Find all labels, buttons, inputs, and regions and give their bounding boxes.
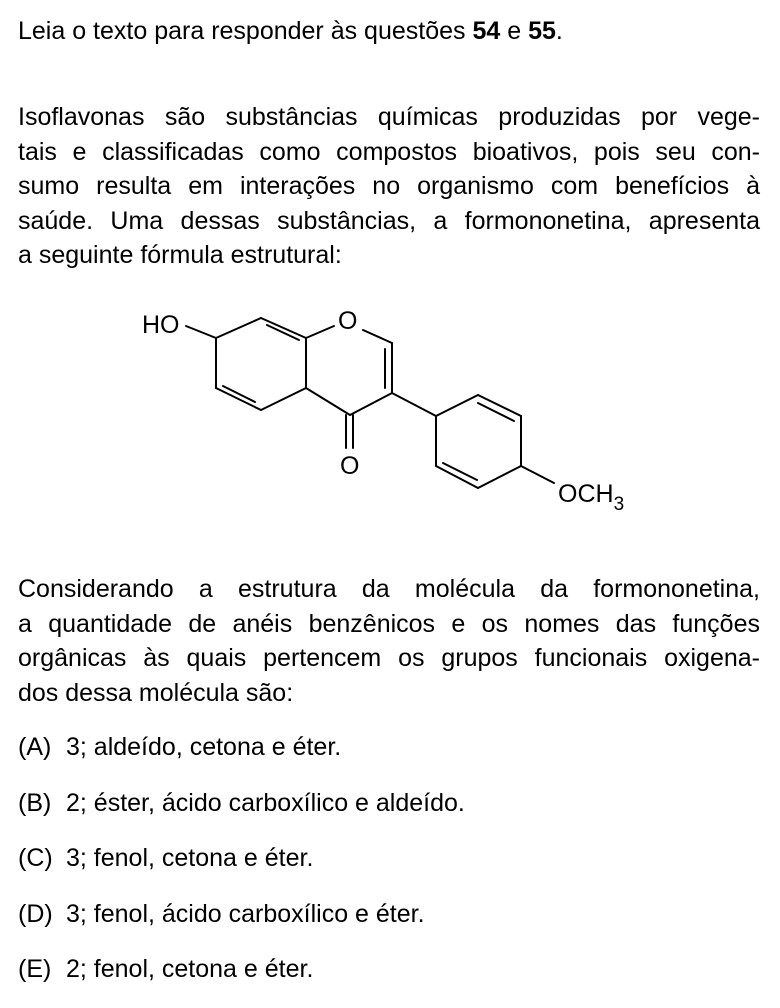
bond xyxy=(306,388,350,415)
paragraph-line: dos dessa molécula são: xyxy=(18,678,294,707)
question-number-1: 54 xyxy=(472,17,501,45)
intro-middle: e xyxy=(500,17,529,45)
option-text: 3; fenol, cetona e éter. xyxy=(66,844,314,872)
paragraph-line: a quantidade de anéis benzênicos e os nomes das funções xyxy=(18,609,760,638)
option-letter: (B) xyxy=(18,788,52,817)
bond-ether xyxy=(521,466,554,483)
option-c[interactable] xyxy=(18,841,760,897)
bond xyxy=(216,388,261,410)
bond xyxy=(261,388,306,410)
bond xyxy=(216,318,261,338)
paragraph-line: saúde. Uma dessas substâncias, a formononetina, apresenta xyxy=(18,206,760,235)
option-letter: (E) xyxy=(18,955,52,983)
answer-options xyxy=(18,730,760,1008)
option-text: 3; aldeído, cetona e éter. xyxy=(66,733,342,761)
option-text: 2; fenol, cetona e éter. xyxy=(66,955,314,983)
option-letter: (D) xyxy=(18,899,53,928)
context-paragraph xyxy=(18,100,760,273)
paragraph-line: tais e classificadas como compostos bioativos, pois seu con- xyxy=(18,137,760,166)
bond xyxy=(350,393,392,415)
option-letter: (A) xyxy=(18,733,52,761)
option-text: 2; éster, ácido carboxílico e aldeído. xyxy=(66,788,465,817)
bond-double-inner xyxy=(478,403,514,421)
option-letter: (C) xyxy=(18,844,53,872)
label-och3-subscript: 3 xyxy=(613,494,625,515)
structural-formula-svg xyxy=(18,288,760,528)
bond-aryl xyxy=(392,393,436,416)
option-b[interactable] xyxy=(18,786,760,842)
option-d[interactable] xyxy=(18,897,760,953)
bond xyxy=(436,395,478,416)
label-ring-oxygen: O xyxy=(338,307,358,335)
label-och3-main: OCH xyxy=(558,480,614,508)
question-stem xyxy=(18,572,760,710)
bond-c-o xyxy=(306,326,334,338)
option-a[interactable] xyxy=(18,730,760,786)
label-carbonyl-oxygen: O xyxy=(340,452,360,480)
intro-prefix: Leia o texto para responder às questões xyxy=(18,17,473,45)
intro-line xyxy=(18,14,563,48)
question-number-2: 55 xyxy=(528,17,556,45)
paragraph-line: Isoflavonas são substâncias químicas produzidas por vege- xyxy=(18,103,760,131)
bond xyxy=(478,466,521,488)
bond-lines xyxy=(186,318,554,488)
label-och3 xyxy=(558,480,624,515)
paragraph-line: Considerando a estrutura da molécula da formononetina, xyxy=(18,575,760,603)
intro-suffix: . xyxy=(555,17,563,45)
option-text: 3; fenol, ácido carboxílico e éter. xyxy=(66,899,425,928)
paragraph-line: sumo resulta em interações no organismo com benefícios à xyxy=(18,172,760,200)
option-e[interactable] xyxy=(18,952,760,1008)
bond-o-c xyxy=(363,330,392,343)
label-ho: HO xyxy=(142,311,180,339)
paragraph-line: orgânicas às quais pertencem os grupos funcionais oxigena- xyxy=(18,644,760,672)
bond xyxy=(261,318,306,338)
bond-ho xyxy=(186,326,216,338)
formononetin-structure xyxy=(18,288,760,528)
paragraph-line: a seguinte fórmula estrutural: xyxy=(18,241,342,269)
